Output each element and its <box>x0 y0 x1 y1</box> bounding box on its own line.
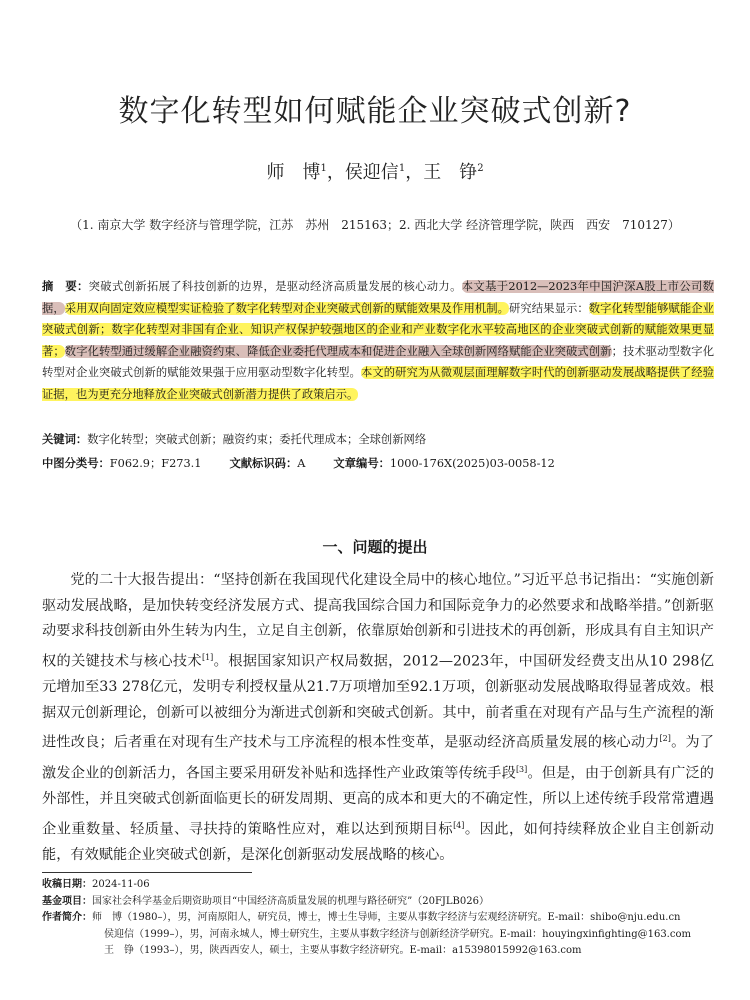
body-paragraph <box>42 568 714 868</box>
author-name: 侯迎信 <box>344 162 399 183</box>
abstract-text: 突破式创新拓展了科技创新的边界，是驱动经济高质量发展的核心动力。 <box>88 280 462 293</box>
received-date <box>42 877 714 894</box>
abstract-highlight-yellow: 本文的研究为从微观层面理解数字时代的创新驱动发展战略提供了经验证据，也为更充分地释放企业突破式创新潜力提供了政策启示。 <box>42 366 714 401</box>
author-separator: ， <box>326 162 345 183</box>
abstract-highlight-yellow: 数字化转型能够赋能企业突破式创新；数字化转型对非国有企业、知识产权保护较强地区的企业和产业数字化水平较高地区的企业突破式创新的赋能效果更显著； <box>42 301 714 358</box>
fund-label: 基金项目： <box>42 895 92 907</box>
article-number-label: 文章编号： <box>333 457 390 470</box>
article-number-value: 1000-176X(2025)03-0058-12 <box>389 457 555 470</box>
author-name: 师 博 <box>266 162 321 183</box>
keywords-label: 关键词： <box>42 433 88 446</box>
author-bio-1: 师 博（1980–），男，河南原阳人，研究员，博士，博士生导师，主要从事数字经济与宏观经济研究。E-mail：shibo@nju.edu.cn <box>92 912 681 923</box>
received-label: 收稿日期： <box>42 879 92 890</box>
author-bio-3: 王 铮（1993–），男，陕西西安人，硕士，主要从事数字经济研究。E-mail：a15398015992@163.com <box>104 945 582 956</box>
doc-code-value: A <box>297 457 306 470</box>
section-heading: 一、问题的提出 <box>322 538 428 556</box>
footnotes <box>42 877 714 960</box>
author-affil-mark: 1 <box>320 163 327 174</box>
citation-ref[interactable]: [3] <box>515 764 528 774</box>
footnote-divider <box>42 872 252 873</box>
author-bio-2: 侯迎信（1999–），男，河南永城人，博士研究生，主要从事数字经济与创新经济学研究。E-mail：houyingxinfighting@163.com <box>104 928 691 940</box>
affiliations: （1. 南京大学 数字经济与管理学院，江苏 苏州 215163；2. 西北大学 经济管理学院，陕西 西安 710127） <box>70 218 680 232</box>
body-text: 。但是，由于创新具有广泛的外部性，并且突破式创新面临更长的研发周期、更高的成本和更大的不确定性，所以上述传统手段常常遭遇企业重数量、轻质量、寻扶持的策略性应对，难以达到预期目标 <box>42 765 714 838</box>
keywords-text: 数字化转型；突破式创新；融资约束；委托代理成本；全球创新网络 <box>87 433 427 446</box>
fund-info <box>42 894 714 911</box>
abstract-text: ；技术驱动型数字化转型对企业突破式创新的赋能效果强于应用驱动型数字化转型。 <box>42 344 714 379</box>
body-text: 。因此，如何持续释放企业自主创新动能，有效赋能企业突破式创新，是深化创新驱动发展战略的核心。 <box>42 821 714 863</box>
abstract-text: 研究结果显示： <box>509 301 589 315</box>
keywords <box>42 431 714 447</box>
abstract <box>42 276 714 405</box>
abstract-highlight-brown: 本文基于2012—2023年中国沪深A股上市公司数据， <box>42 280 714 315</box>
paper-title: 数字化转型如何赋能企业突破式创新? <box>118 94 632 129</box>
author-bio <box>42 910 714 927</box>
classification-line <box>42 455 714 471</box>
author-affil-mark: 1 <box>398 163 406 174</box>
abstract-highlight-brown: 数字化转型通过缓解企业融资约束、降低企业委托代理成本和促进企业融入全球创新网络赋能企业突破式创新 <box>64 344 612 358</box>
citation-ref[interactable]: [2] <box>659 734 671 744</box>
author-name: 王 铮 <box>423 162 478 183</box>
abstract-label: 摘 要： <box>42 280 89 293</box>
body-text: 。根据国家知识产权局数据，2012—2023年，中国研发经费支出从10 298亿元增加至33 278亿元，发明专利授权量从21.7万项增加至92.1万项，创新驱动发展战略取得显著成效。根据双元创新理论，创新可以被细分为渐进式创新和突破式创新。其中，前者重在对现有产品与生产流程的渐进性改良；后者重在对现有生产技术与工序流程的根本性变革，是驱动经济高质量发展的核心动力 <box>42 653 714 752</box>
doc-code-label: 文献标识码： <box>229 457 298 470</box>
citation-ref[interactable]: [4] <box>453 820 465 830</box>
bio-label: 作者简介： <box>42 912 92 923</box>
clc-value: F062.9；F273.1 <box>109 457 202 470</box>
clc-label: 中图分类号： <box>42 457 110 470</box>
abstract-highlight-yellow: 采用双向固定效应模型实证检验了数字化转型对企业突破式创新的赋能效果及作用机制。 <box>64 301 510 315</box>
author-line <box>0 158 750 184</box>
body-text: 。为了激发企业的创新活力，各国主要采用研发补贴和选择性产业政策等传统手段 <box>42 735 714 782</box>
author-separator: ， <box>405 162 424 183</box>
citation-ref[interactable]: [1] <box>201 652 214 662</box>
received-value: 2024-11-06 <box>92 879 150 890</box>
author-affil-mark: 2 <box>477 163 484 174</box>
body-text: 党的二十大报告提出：“坚持创新在我国现代化建设全局中的核心地位。”习近平总书记指出：“实施创新驱动发展战略，是加快转变经济发展方式、提高我国综合国力和国际竞争力的必然要求和战略举措。”创新驱动要求科技创新由外生转为内生，立足自主创新，依靠原始创新和引进技术的再创新，形成具有自主知识产权的关键技术与核心技术 <box>42 572 714 670</box>
fund-value: 国家社会科学基金后期资助项目“中国经济高质量发展的机理与路径研究”（20FJLB026） <box>92 895 489 907</box>
